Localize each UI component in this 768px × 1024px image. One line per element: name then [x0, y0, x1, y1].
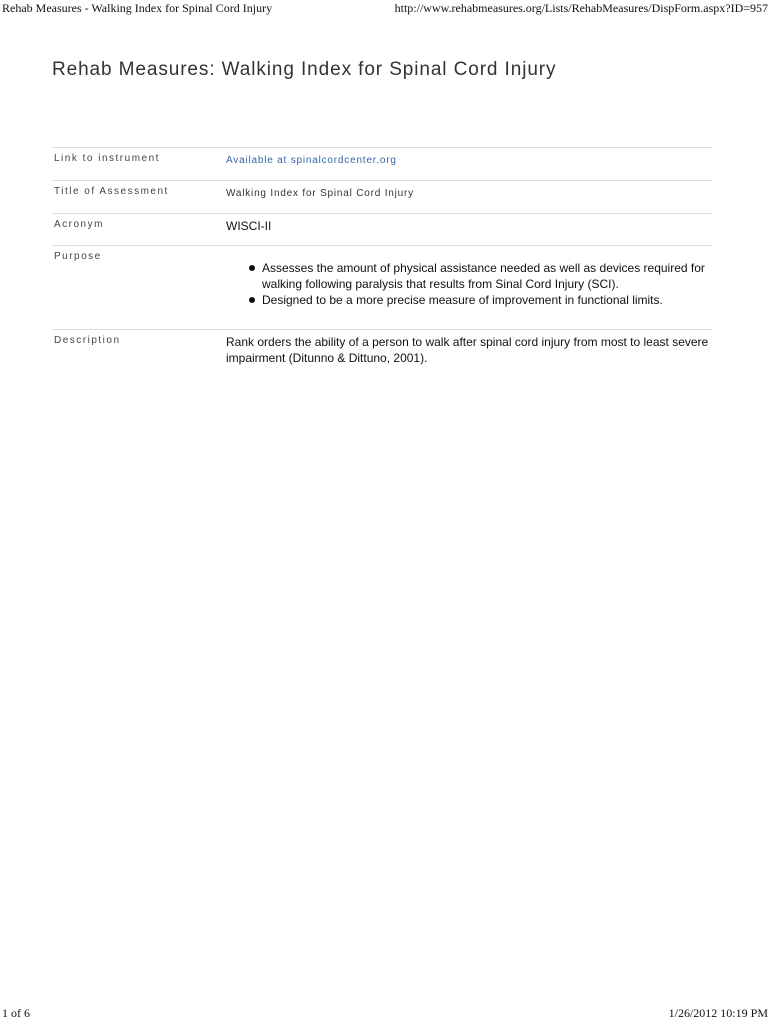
title-label: Title of Assessment [52, 181, 226, 214]
list-item [246, 260, 712, 292]
instrument-link[interactable]: Available at spinalcordcenter.org [226, 155, 397, 166]
bullet-icon [249, 297, 255, 303]
print-header [0, 1, 768, 17]
page-count: 1 of 6 [2, 1006, 30, 1020]
purpose-item-text: Designed to be a more precise measure of improvement in functional limits. [262, 293, 663, 307]
print-header-url: http://www.rehabmeasures.org/Lists/RehabMeasures/DispForm.aspx?ID=957 [394, 1, 768, 15]
page-title: Rehab Measures: Walking Index for Spinal Cord Injury [52, 59, 557, 80]
link-row [52, 148, 712, 181]
title-row [52, 181, 712, 214]
purpose-row [52, 246, 712, 330]
description-row [52, 330, 712, 381]
purpose-label: Purpose [52, 246, 226, 330]
description-value: Rank orders the ability of a person to walk after spinal cord injury from most to least severe impairment (Ditunno & Dittuno, 2001). [226, 330, 712, 381]
acronym-row [52, 214, 712, 246]
bullet-icon [249, 265, 255, 271]
list-item [246, 292, 712, 308]
print-footer [0, 1006, 768, 1022]
details-table [52, 147, 712, 380]
title-value: Walking Index for Spinal Cord Injury [226, 181, 712, 214]
purpose-value-cell [226, 246, 712, 330]
print-datetime: 1/26/2012 10:19 PM [668, 1006, 768, 1020]
link-label: Link to instrument [52, 148, 226, 181]
acronym-value: WISCI-II [226, 214, 712, 246]
purpose-item-text: Assesses the amount of physical assistance needed as well as devices required for walking following paralysis that results from Sinal Cord Injury (SCI). [262, 261, 705, 291]
purpose-list [226, 250, 712, 308]
print-header-title: Rehab Measures - Walking Index for Spinal Cord Injury [2, 1, 273, 15]
acronym-label: Acronym [52, 214, 226, 246]
link-value-cell [226, 148, 712, 181]
description-label: Description [52, 330, 226, 381]
